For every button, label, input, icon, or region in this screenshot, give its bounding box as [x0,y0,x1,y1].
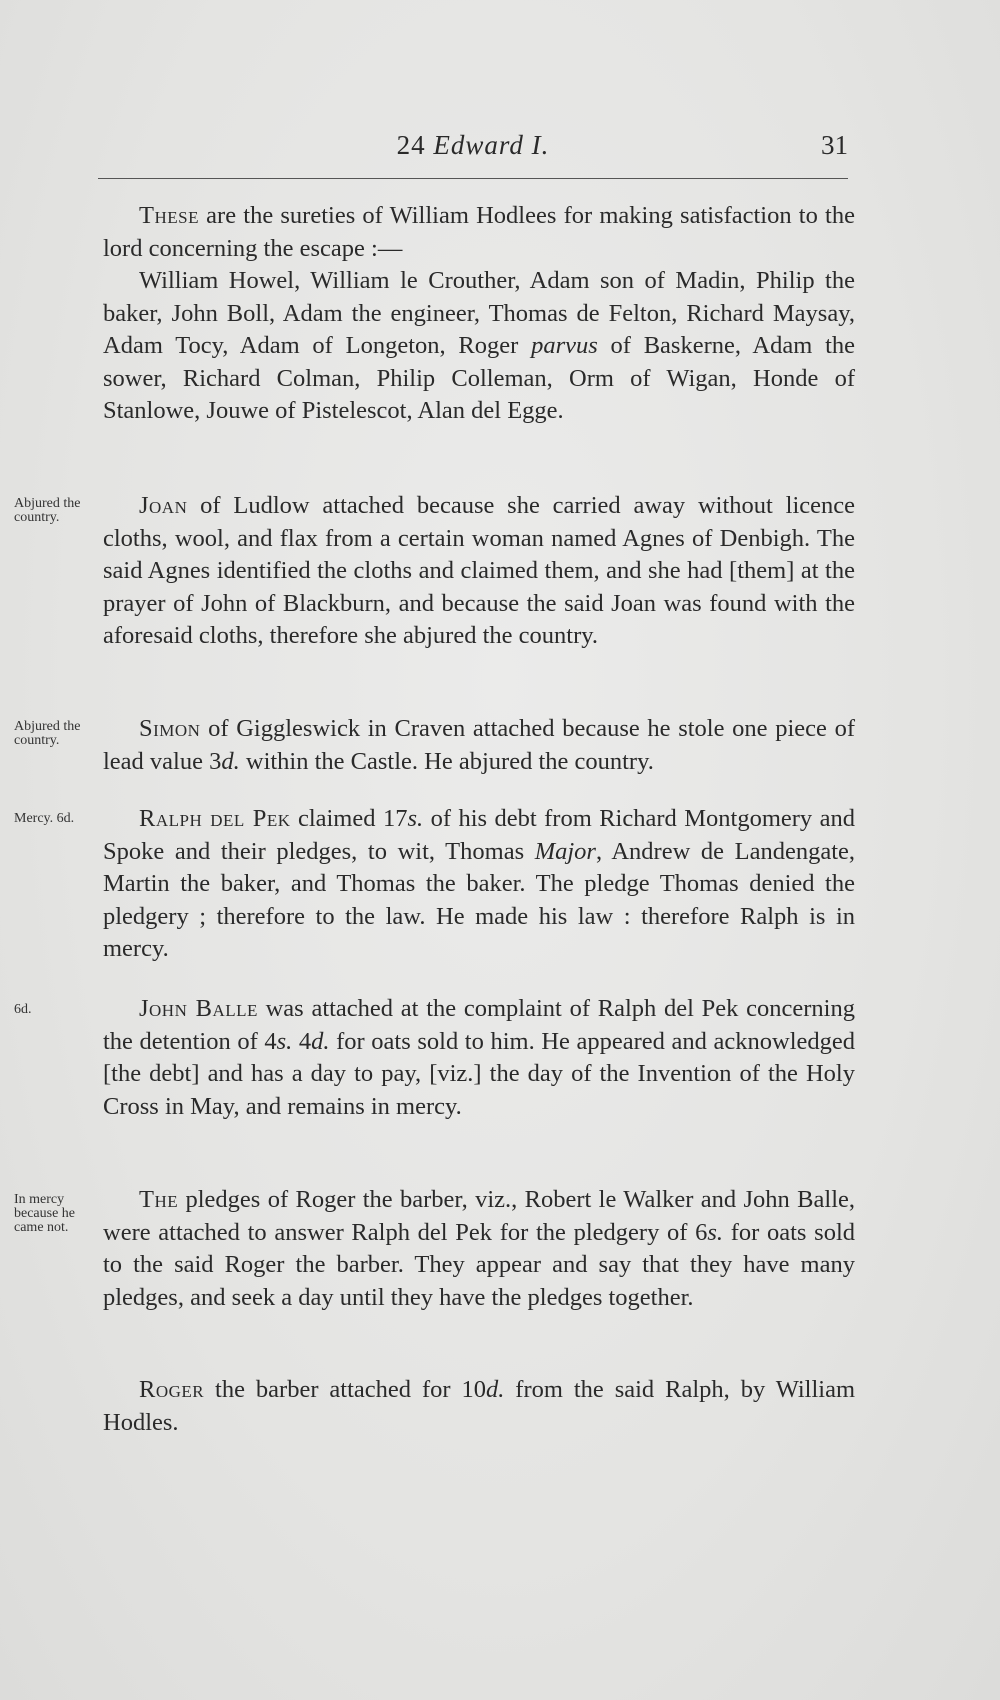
entry-text: of Ludlow attached because she carried away without licence cloths, wool, and flax from a certain woman named Agnes of Denbigh. The said Agnes identified the cloths and claimed them, and she had [them] at the prayer of John of Blackburn, and because the said Joan was found with the aforesaid cloths, therefore she abjured the country. [103,492,855,649]
margin-note: Abjured the country. [14,719,81,748]
entry-text-italic: s. [707,1218,724,1246]
king-name: Edward I. [433,130,550,160]
entry-paragraph [103,803,855,966]
entry-text: of Giggleswick in Craven attached because he stole one piece of lead value [103,715,855,775]
running-title [98,130,848,161]
entry-text: William Howel, William le Crouther, Adam son of Madin, Philip the baker, John Boll, Adam the engineer, Thomas de Felton, Richard Maysay, Adam Tocy, Adam of Longeton, Roger [103,267,855,359]
entry-simon [103,713,855,778]
entry-pledges-roger [103,1184,855,1314]
entry-lead: Roger [139,1376,205,1403]
entry-text-italic: d. [485,1376,505,1403]
margin-note: Mercy. 6d. [14,811,75,826]
entry-ralph [103,803,855,966]
entry-lead: Joan [139,492,188,519]
page-number: 31 [821,130,848,160]
entry-text: , Andrew de Landengate, Martin the baker, and Thomas the baker. The pledge Thomas denied the pledgery ; therefore to the law. He made his law : therefore Ralph is in mercy. [103,837,855,962]
entry-paragraph [103,265,855,428]
entry-lead: Simon [139,715,201,742]
entry-text-italic: d. [311,1027,330,1055]
entry-sureties [103,200,855,428]
entry-text-italic: s. [276,1027,293,1055]
entry-paragraph [103,1184,855,1314]
entry-text: the barber attached for 10 [204,1376,486,1403]
entry-paragraph [103,713,855,778]
entry-lead: Ralph del Pek [139,805,291,832]
entry-text: was attached at the complaint of Ralph del Pek concerning the detention of 4 [103,995,855,1055]
entry-text: for oats sold to him. He appeared and acknowledged [the debt] and has a day to pay, [viz.] the day of the Invention of the Holy Cross in May, and remains in mercy. [103,1027,855,1120]
header-rule [98,178,848,179]
entry-text-italic: parvus [531,332,598,359]
entry-paragraph [103,993,855,1123]
entry-john-balle [103,993,855,1123]
entry-text: 4 [292,1027,312,1055]
entry-text: of Baskerne, Adam the sower, Richard Colman, Philip Colleman, Orm of Wigan, Honde of Stanlowe, Jouwe of Pistelescot, Alan del Egge. [103,332,855,424]
entry-text: are the sureties of William Hodlees for making satisfaction to the lord concerning the escape :— [103,202,855,262]
margin-note: In mercy because he came not. [14,1192,76,1235]
running-head [98,130,848,166]
entry-text: claimed 17 [290,805,408,832]
entry-lead: These [139,202,199,229]
entry-text: pledges of Roger the barber, viz., Robert le Walker and John Balle, were attached to answer Ralph del Pek for the pledgery of 6 [103,1186,855,1246]
margin-note: Abjured the country. [14,496,81,525]
margin-note: 6d. [14,1002,32,1017]
entry-text: 3 [209,747,222,775]
entry-text-italic: s. [407,805,424,832]
entry-text: within the Castle. He abjured the country. [239,747,654,775]
entry-text: for oats sold to the said Roger the barber. They appear and say that they have many pledges, and seek a day until they have the pledges together. [103,1218,856,1311]
entry-paragraph [103,490,855,653]
entry-paragraph [103,1374,855,1439]
entry-paragraph [103,200,855,265]
entry-lead: The [139,1186,179,1213]
entry-text: of his debt from Richard Montgomery and Spoke and their pledges, to wit, Thomas [103,805,855,865]
entry-text: from the said Ralph, by William Hodles. [103,1376,855,1436]
entry-text-italic: Major [534,837,596,865]
regnal-year: 24 [396,130,426,160]
entry-joan [103,490,855,653]
entry-text-italic: d. [221,747,240,775]
entry-lead: John Balle [139,995,258,1022]
entry-roger-barber [103,1374,855,1439]
